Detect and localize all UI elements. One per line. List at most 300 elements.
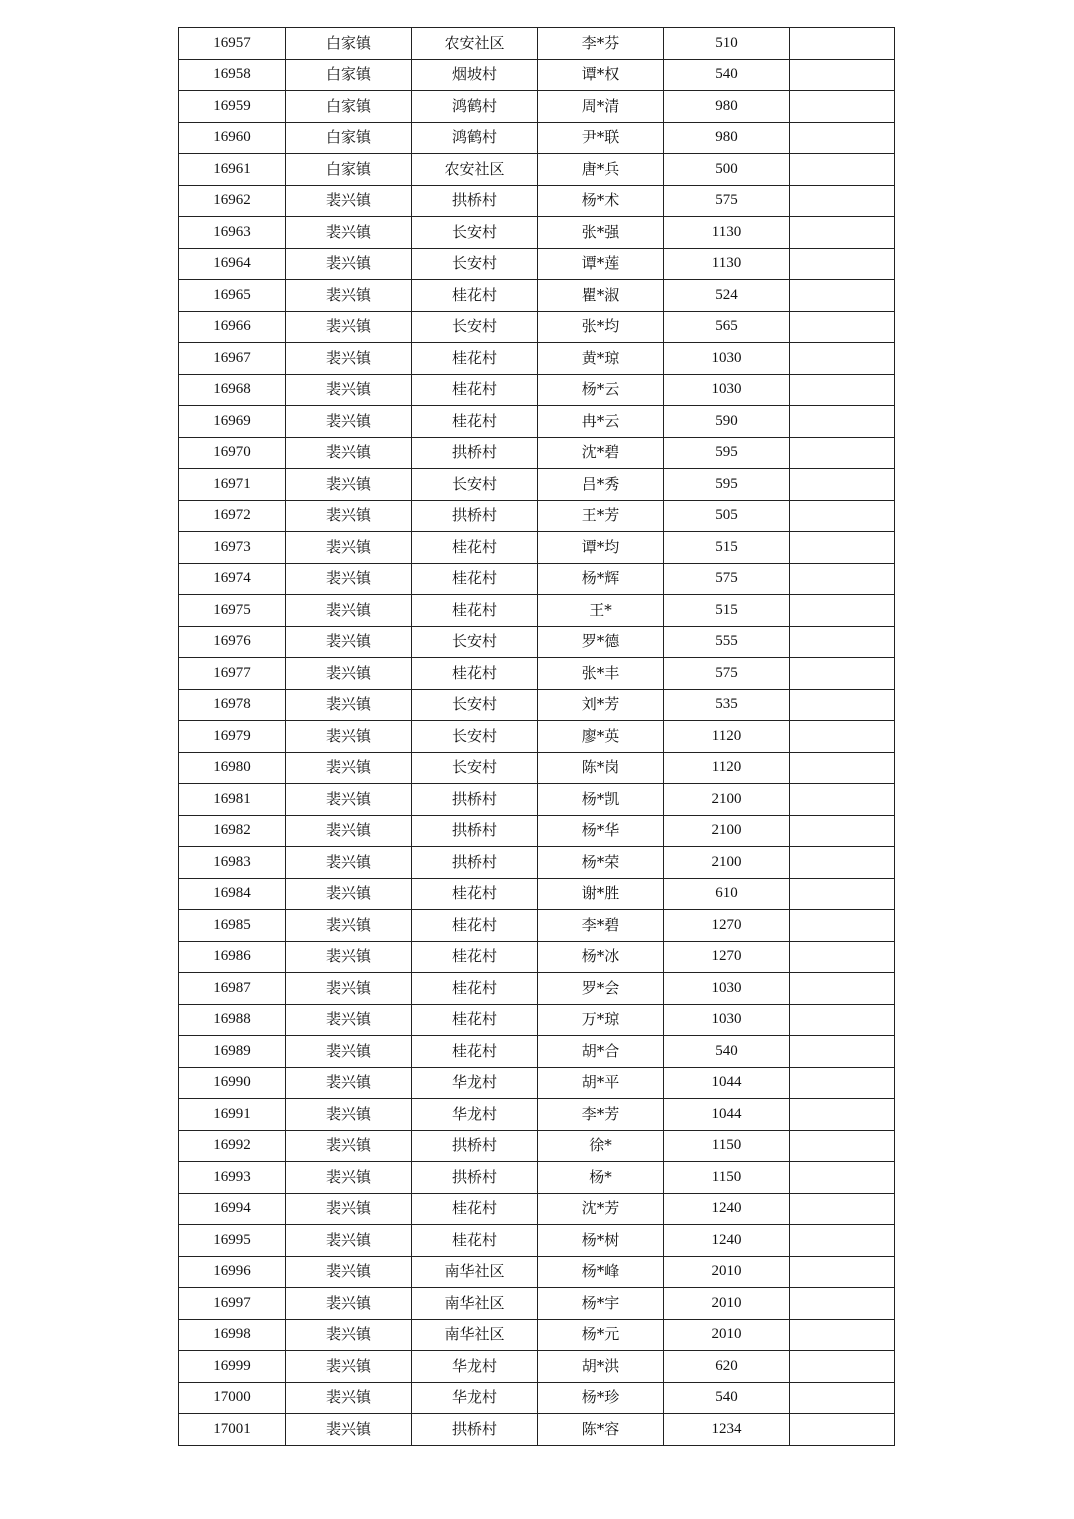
table-row xyxy=(179,469,895,501)
cell-note xyxy=(790,1130,895,1162)
cell-village: 桂花村 xyxy=(412,406,538,438)
table-row xyxy=(179,280,895,312)
cell-note xyxy=(790,1414,895,1446)
cell-amount: 1234 xyxy=(664,1414,790,1446)
cell-note xyxy=(790,469,895,501)
cell-serial-number: 16985 xyxy=(179,910,286,942)
cell-amount: 1270 xyxy=(664,910,790,942)
cell-note xyxy=(790,1288,895,1320)
cell-town: 裴兴镇 xyxy=(286,217,412,249)
cell-note xyxy=(790,563,895,595)
cell-serial-number: 17001 xyxy=(179,1414,286,1446)
cell-serial-number: 16978 xyxy=(179,689,286,721)
cell-village: 桂花村 xyxy=(412,563,538,595)
table-row xyxy=(179,1162,895,1194)
table-row xyxy=(179,374,895,406)
cell-person-name: 谭*莲 xyxy=(538,248,664,280)
cell-town: 裴兴镇 xyxy=(286,658,412,690)
cell-village: 拱桥村 xyxy=(412,1414,538,1446)
cell-note xyxy=(790,154,895,186)
cell-amount: 510 xyxy=(664,28,790,60)
cell-note xyxy=(790,1193,895,1225)
cell-amount: 2100 xyxy=(664,784,790,816)
cell-person-name: 冉*云 xyxy=(538,406,664,438)
cell-town: 裴兴镇 xyxy=(286,1036,412,1068)
cell-amount: 1150 xyxy=(664,1130,790,1162)
cell-town: 裴兴镇 xyxy=(286,1319,412,1351)
cell-person-name: 杨*华 xyxy=(538,815,664,847)
cell-note xyxy=(790,1256,895,1288)
cell-town: 裴兴镇 xyxy=(286,185,412,217)
cell-town: 裴兴镇 xyxy=(286,1130,412,1162)
cell-village: 桂花村 xyxy=(412,1036,538,1068)
table-row xyxy=(179,1067,895,1099)
table-row xyxy=(179,815,895,847)
cell-amount: 540 xyxy=(664,59,790,91)
cell-note xyxy=(790,59,895,91)
table-row xyxy=(179,973,895,1005)
cell-person-name: 刘*芳 xyxy=(538,689,664,721)
table-row xyxy=(179,595,895,627)
cell-town: 裴兴镇 xyxy=(286,1288,412,1320)
cell-person-name: 陈*岗 xyxy=(538,752,664,784)
cell-note xyxy=(790,1351,895,1383)
table-row xyxy=(179,941,895,973)
cell-serial-number: 16968 xyxy=(179,374,286,406)
table-row xyxy=(179,1036,895,1068)
cell-amount: 575 xyxy=(664,563,790,595)
cell-note xyxy=(790,406,895,438)
cell-serial-number: 16977 xyxy=(179,658,286,690)
cell-village: 华龙村 xyxy=(412,1382,538,1414)
cell-town: 裴兴镇 xyxy=(286,469,412,501)
cell-person-name: 罗*会 xyxy=(538,973,664,1005)
cell-person-name: 谭*均 xyxy=(538,532,664,564)
cell-note xyxy=(790,1162,895,1194)
cell-village: 华龙村 xyxy=(412,1351,538,1383)
cell-town: 裴兴镇 xyxy=(286,595,412,627)
cell-town: 裴兴镇 xyxy=(286,280,412,312)
cell-village: 华龙村 xyxy=(412,1099,538,1131)
cell-town: 白家镇 xyxy=(286,91,412,123)
cell-note xyxy=(790,941,895,973)
cell-note xyxy=(790,28,895,60)
cell-person-name: 万*琼 xyxy=(538,1004,664,1036)
cell-amount: 1270 xyxy=(664,941,790,973)
cell-serial-number: 16987 xyxy=(179,973,286,1005)
cell-serial-number: 16983 xyxy=(179,847,286,879)
cell-person-name: 张*丰 xyxy=(538,658,664,690)
cell-town: 裴兴镇 xyxy=(286,406,412,438)
cell-village: 桂花村 xyxy=(412,658,538,690)
cell-town: 裴兴镇 xyxy=(286,941,412,973)
cell-note xyxy=(790,185,895,217)
cell-town: 裴兴镇 xyxy=(286,532,412,564)
cell-village: 桂花村 xyxy=(412,532,538,564)
cell-town: 白家镇 xyxy=(286,122,412,154)
cell-note xyxy=(790,248,895,280)
cell-town: 裴兴镇 xyxy=(286,784,412,816)
cell-serial-number: 16979 xyxy=(179,721,286,753)
cell-note xyxy=(790,91,895,123)
table-row xyxy=(179,1130,895,1162)
cell-amount: 540 xyxy=(664,1382,790,1414)
cell-town: 裴兴镇 xyxy=(286,343,412,375)
cell-town: 裴兴镇 xyxy=(286,437,412,469)
cell-serial-number: 16958 xyxy=(179,59,286,91)
cell-village: 拱桥村 xyxy=(412,437,538,469)
cell-village: 南华社区 xyxy=(412,1288,538,1320)
cell-amount: 535 xyxy=(664,689,790,721)
cell-person-name: 陈*容 xyxy=(538,1414,664,1446)
cell-person-name: 谢*胜 xyxy=(538,878,664,910)
cell-village: 桂花村 xyxy=(412,1004,538,1036)
cell-town: 裴兴镇 xyxy=(286,1225,412,1257)
cell-village: 桂花村 xyxy=(412,878,538,910)
cell-person-name: 李*芬 xyxy=(538,28,664,60)
table-row xyxy=(179,1382,895,1414)
table-body xyxy=(179,28,895,1446)
cell-amount: 575 xyxy=(664,658,790,690)
cell-amount: 595 xyxy=(664,437,790,469)
cell-village: 长安村 xyxy=(412,689,538,721)
cell-amount: 505 xyxy=(664,500,790,532)
cell-note xyxy=(790,784,895,816)
cell-person-name: 杨*凯 xyxy=(538,784,664,816)
cell-town: 裴兴镇 xyxy=(286,248,412,280)
cell-town: 裴兴镇 xyxy=(286,847,412,879)
cell-amount: 1150 xyxy=(664,1162,790,1194)
cell-note xyxy=(790,343,895,375)
cell-amount: 555 xyxy=(664,626,790,658)
cell-person-name: 王*芳 xyxy=(538,500,664,532)
cell-village: 拱桥村 xyxy=(412,1130,538,1162)
cell-town: 裴兴镇 xyxy=(286,626,412,658)
cell-village: 拱桥村 xyxy=(412,185,538,217)
cell-person-name: 徐* xyxy=(538,1130,664,1162)
cell-village: 长安村 xyxy=(412,311,538,343)
table-row xyxy=(179,878,895,910)
cell-town: 裴兴镇 xyxy=(286,374,412,406)
cell-serial-number: 16967 xyxy=(179,343,286,375)
cell-person-name: 张*均 xyxy=(538,311,664,343)
cell-amount: 515 xyxy=(664,595,790,627)
cell-village: 桂花村 xyxy=(412,910,538,942)
cell-person-name: 瞿*淑 xyxy=(538,280,664,312)
table-row xyxy=(179,1288,895,1320)
cell-town: 裴兴镇 xyxy=(286,1382,412,1414)
cell-serial-number: 16992 xyxy=(179,1130,286,1162)
cell-village: 长安村 xyxy=(412,752,538,784)
cell-amount: 1030 xyxy=(664,343,790,375)
cell-note xyxy=(790,1319,895,1351)
cell-person-name: 张*强 xyxy=(538,217,664,249)
cell-serial-number: 16993 xyxy=(179,1162,286,1194)
cell-person-name: 胡*合 xyxy=(538,1036,664,1068)
cell-person-name: 尹*联 xyxy=(538,122,664,154)
cell-amount: 1240 xyxy=(664,1193,790,1225)
cell-village: 桂花村 xyxy=(412,343,538,375)
table-row xyxy=(179,847,895,879)
cell-note xyxy=(790,1004,895,1036)
cell-serial-number: 16974 xyxy=(179,563,286,595)
cell-amount: 1120 xyxy=(664,752,790,784)
cell-serial-number: 16981 xyxy=(179,784,286,816)
table-row xyxy=(179,1225,895,1257)
cell-town: 裴兴镇 xyxy=(286,1099,412,1131)
table-row xyxy=(179,1414,895,1446)
cell-note xyxy=(790,595,895,627)
cell-serial-number: 16988 xyxy=(179,1004,286,1036)
cell-person-name: 杨*云 xyxy=(538,374,664,406)
cell-town: 裴兴镇 xyxy=(286,878,412,910)
cell-serial-number: 16991 xyxy=(179,1099,286,1131)
cell-serial-number: 16963 xyxy=(179,217,286,249)
cell-village: 拱桥村 xyxy=(412,1162,538,1194)
cell-village: 烟坡村 xyxy=(412,59,538,91)
cell-village: 长安村 xyxy=(412,217,538,249)
cell-amount: 2010 xyxy=(664,1288,790,1320)
cell-amount: 610 xyxy=(664,878,790,910)
cell-amount: 1120 xyxy=(664,721,790,753)
table-row xyxy=(179,1319,895,1351)
cell-person-name: 罗*德 xyxy=(538,626,664,658)
cell-person-name: 杨*元 xyxy=(538,1319,664,1351)
cell-note xyxy=(790,374,895,406)
cell-amount: 2010 xyxy=(664,1256,790,1288)
cell-serial-number: 16984 xyxy=(179,878,286,910)
cell-amount: 1030 xyxy=(664,1004,790,1036)
table-row xyxy=(179,406,895,438)
cell-person-name: 杨*树 xyxy=(538,1225,664,1257)
cell-town: 裴兴镇 xyxy=(286,1004,412,1036)
cell-amount: 1030 xyxy=(664,374,790,406)
cell-serial-number: 16960 xyxy=(179,122,286,154)
cell-amount: 1130 xyxy=(664,217,790,249)
cell-village: 华龙村 xyxy=(412,1067,538,1099)
cell-note xyxy=(790,437,895,469)
cell-amount: 620 xyxy=(664,1351,790,1383)
cell-note xyxy=(790,689,895,721)
cell-village: 桂花村 xyxy=(412,1225,538,1257)
table-row xyxy=(179,1351,895,1383)
cell-town: 裴兴镇 xyxy=(286,752,412,784)
cell-serial-number: 16966 xyxy=(179,311,286,343)
cell-amount: 980 xyxy=(664,91,790,123)
cell-serial-number: 16961 xyxy=(179,154,286,186)
cell-serial-number: 16980 xyxy=(179,752,286,784)
cell-amount: 590 xyxy=(664,406,790,438)
cell-amount: 1130 xyxy=(664,248,790,280)
cell-serial-number: 16973 xyxy=(179,532,286,564)
cell-note xyxy=(790,1036,895,1068)
cell-serial-number: 16965 xyxy=(179,280,286,312)
table-row xyxy=(179,28,895,60)
table-row xyxy=(179,532,895,564)
cell-amount: 980 xyxy=(664,122,790,154)
cell-note xyxy=(790,1099,895,1131)
cell-amount: 1030 xyxy=(664,973,790,1005)
cell-person-name: 王* xyxy=(538,595,664,627)
cell-serial-number: 16998 xyxy=(179,1319,286,1351)
cell-serial-number: 16996 xyxy=(179,1256,286,1288)
cell-person-name: 廖*英 xyxy=(538,721,664,753)
cell-person-name: 唐*兵 xyxy=(538,154,664,186)
cell-amount: 565 xyxy=(664,311,790,343)
cell-note xyxy=(790,815,895,847)
cell-serial-number: 16999 xyxy=(179,1351,286,1383)
cell-village: 农安社区 xyxy=(412,154,538,186)
table-row xyxy=(179,626,895,658)
table-row xyxy=(179,59,895,91)
cell-serial-number: 16989 xyxy=(179,1036,286,1068)
cell-village: 桂花村 xyxy=(412,973,538,1005)
cell-serial-number: 16990 xyxy=(179,1067,286,1099)
cell-town: 裴兴镇 xyxy=(286,910,412,942)
cell-town: 裴兴镇 xyxy=(286,1067,412,1099)
cell-village: 长安村 xyxy=(412,626,538,658)
cell-village: 南华社区 xyxy=(412,1319,538,1351)
cell-amount: 540 xyxy=(664,1036,790,1068)
cell-town: 裴兴镇 xyxy=(286,721,412,753)
cell-serial-number: 16969 xyxy=(179,406,286,438)
cell-village: 桂花村 xyxy=(412,374,538,406)
cell-town: 裴兴镇 xyxy=(286,1256,412,1288)
cell-serial-number: 17000 xyxy=(179,1382,286,1414)
cell-town: 裴兴镇 xyxy=(286,689,412,721)
table-row xyxy=(179,122,895,154)
cell-person-name: 李*碧 xyxy=(538,910,664,942)
table-row xyxy=(179,217,895,249)
table-row xyxy=(179,689,895,721)
cell-village: 长安村 xyxy=(412,469,538,501)
cell-serial-number: 16971 xyxy=(179,469,286,501)
cell-serial-number: 16962 xyxy=(179,185,286,217)
cell-village: 鸿鹤村 xyxy=(412,91,538,123)
cell-village: 长安村 xyxy=(412,248,538,280)
cell-town: 裴兴镇 xyxy=(286,1414,412,1446)
cell-serial-number: 16975 xyxy=(179,595,286,627)
table-row xyxy=(179,658,895,690)
cell-town: 裴兴镇 xyxy=(286,815,412,847)
cell-amount: 1240 xyxy=(664,1225,790,1257)
cell-town: 裴兴镇 xyxy=(286,311,412,343)
cell-note xyxy=(790,658,895,690)
subsidy-table xyxy=(178,27,895,1446)
cell-town: 裴兴镇 xyxy=(286,1162,412,1194)
table-row xyxy=(179,343,895,375)
cell-village: 拱桥村 xyxy=(412,847,538,879)
cell-village: 拱桥村 xyxy=(412,500,538,532)
cell-person-name: 沈*碧 xyxy=(538,437,664,469)
cell-note xyxy=(790,280,895,312)
table-row xyxy=(179,437,895,469)
cell-village: 鸿鹤村 xyxy=(412,122,538,154)
table-row xyxy=(179,248,895,280)
table-row xyxy=(179,784,895,816)
table-row xyxy=(179,91,895,123)
cell-amount: 1044 xyxy=(664,1099,790,1131)
cell-person-name: 杨*宇 xyxy=(538,1288,664,1320)
cell-serial-number: 16994 xyxy=(179,1193,286,1225)
cell-village: 南华社区 xyxy=(412,1256,538,1288)
cell-amount: 500 xyxy=(664,154,790,186)
cell-village: 长安村 xyxy=(412,721,538,753)
cell-person-name: 杨*冰 xyxy=(538,941,664,973)
cell-serial-number: 16959 xyxy=(179,91,286,123)
cell-amount: 524 xyxy=(664,280,790,312)
cell-serial-number: 16976 xyxy=(179,626,286,658)
table-row xyxy=(179,721,895,753)
cell-town: 裴兴镇 xyxy=(286,500,412,532)
cell-note xyxy=(790,1382,895,1414)
cell-serial-number: 16982 xyxy=(179,815,286,847)
cell-person-name: 杨*术 xyxy=(538,185,664,217)
cell-town: 裴兴镇 xyxy=(286,563,412,595)
cell-note xyxy=(790,1067,895,1099)
cell-note xyxy=(790,311,895,343)
cell-person-name: 杨*荣 xyxy=(538,847,664,879)
cell-person-name: 杨*峰 xyxy=(538,1256,664,1288)
table-row xyxy=(179,752,895,784)
cell-note xyxy=(790,847,895,879)
cell-note xyxy=(790,626,895,658)
cell-serial-number: 16964 xyxy=(179,248,286,280)
cell-village: 农安社区 xyxy=(412,28,538,60)
table-row xyxy=(179,500,895,532)
cell-person-name: 胡*洪 xyxy=(538,1351,664,1383)
cell-village: 拱桥村 xyxy=(412,784,538,816)
cell-person-name: 沈*芳 xyxy=(538,1193,664,1225)
cell-amount: 575 xyxy=(664,185,790,217)
cell-village: 桂花村 xyxy=(412,595,538,627)
cell-note xyxy=(790,878,895,910)
cell-town: 白家镇 xyxy=(286,154,412,186)
cell-town: 白家镇 xyxy=(286,59,412,91)
cell-note xyxy=(790,122,895,154)
cell-amount: 595 xyxy=(664,469,790,501)
cell-village: 桂花村 xyxy=(412,1193,538,1225)
cell-person-name: 胡*平 xyxy=(538,1067,664,1099)
cell-amount: 2100 xyxy=(664,815,790,847)
cell-person-name: 周*清 xyxy=(538,91,664,123)
cell-person-name: 杨*辉 xyxy=(538,563,664,595)
table-row xyxy=(179,1004,895,1036)
cell-note xyxy=(790,752,895,784)
cell-town: 白家镇 xyxy=(286,28,412,60)
cell-person-name: 李*芳 xyxy=(538,1099,664,1131)
cell-village: 桂花村 xyxy=(412,280,538,312)
cell-amount: 2010 xyxy=(664,1319,790,1351)
cell-town: 裴兴镇 xyxy=(286,1193,412,1225)
cell-amount: 515 xyxy=(664,532,790,564)
cell-serial-number: 16972 xyxy=(179,500,286,532)
cell-town: 裴兴镇 xyxy=(286,1351,412,1383)
cell-person-name: 杨*珍 xyxy=(538,1382,664,1414)
cell-serial-number: 16997 xyxy=(179,1288,286,1320)
cell-town: 裴兴镇 xyxy=(286,973,412,1005)
table-row xyxy=(179,1099,895,1131)
table-row xyxy=(179,563,895,595)
table-row xyxy=(179,1256,895,1288)
cell-note xyxy=(790,217,895,249)
cell-amount: 1044 xyxy=(664,1067,790,1099)
table-row xyxy=(179,311,895,343)
cell-note xyxy=(790,721,895,753)
cell-note xyxy=(790,532,895,564)
cell-serial-number: 16986 xyxy=(179,941,286,973)
cell-serial-number: 16995 xyxy=(179,1225,286,1257)
